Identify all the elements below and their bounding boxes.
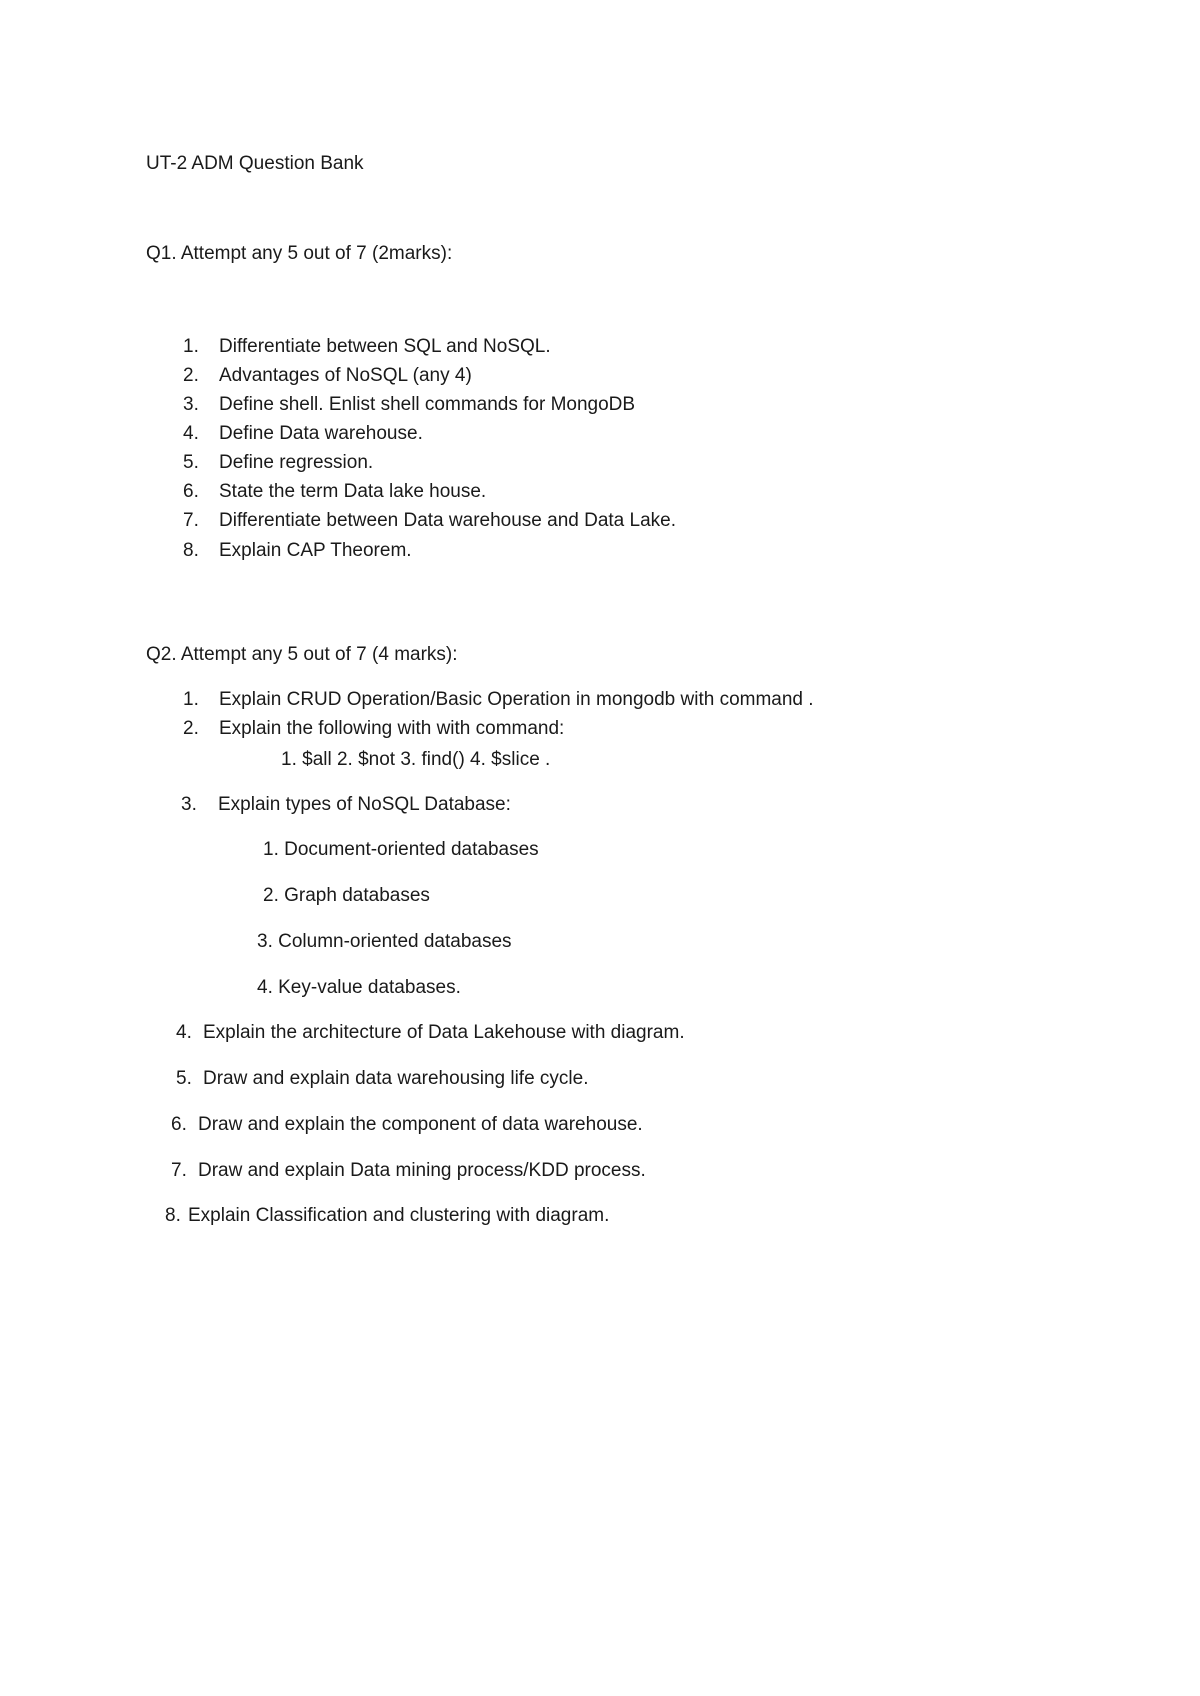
- list-item-text: Explain the architecture of Data Lakehouse with diagram.: [203, 1022, 685, 1043]
- list-item-number: 7.: [171, 1160, 187, 1181]
- q1-heading: Q1. Attempt any 5 out of 7 (2marks):: [146, 243, 453, 264]
- list-item-number: 6.: [183, 481, 199, 502]
- list-item-text: Differentiate between SQL and NoSQL.: [219, 336, 551, 357]
- list-item-text: Advantages of NoSQL (any 4): [219, 365, 472, 386]
- list-item-text: Explain the following with with command:: [219, 718, 565, 739]
- list-item-text: Define Data warehouse.: [219, 423, 423, 444]
- list-item-number: 8.: [165, 1205, 181, 1226]
- list-item-text: Draw and explain the component of data warehouse.: [198, 1114, 643, 1135]
- list-item: 4. Key-value databases.: [257, 977, 461, 998]
- list-item-number: 1.: [183, 336, 199, 357]
- list-item-number: 2.: [183, 365, 199, 386]
- list-item: 2. Graph databases: [263, 885, 430, 906]
- list-item-number: 3.: [181, 794, 197, 815]
- list-item-text: Explain types of NoSQL Database:: [218, 794, 511, 815]
- list-item-text: Define regression.: [219, 452, 374, 473]
- list-item: 3. Column-oriented databases: [257, 931, 512, 952]
- list-item-number: 5.: [183, 452, 199, 473]
- list-item-number: 4.: [183, 423, 199, 444]
- list-item-text: Explain CAP Theorem.: [219, 540, 412, 561]
- list-item-text: Draw and explain Data mining process/KDD process.: [198, 1160, 646, 1181]
- list-item-number: 2.: [183, 718, 199, 739]
- list-item-number: 6.: [171, 1114, 187, 1135]
- list-item-number: 3.: [183, 394, 199, 415]
- list-item-number: 1.: [183, 689, 199, 710]
- list-item-number: 4.: [176, 1022, 192, 1043]
- q2-heading: Q2. Attempt any 5 out of 7 (4 marks):: [146, 644, 458, 665]
- list-item-number: 5.: [176, 1068, 192, 1089]
- operator-subline: 1. $all 2. $not 3. find() 4. $slice .: [281, 749, 551, 770]
- list-item-number: 8.: [183, 540, 199, 561]
- list-item: 1. Document-oriented databases: [263, 839, 539, 860]
- list-item-text: Explain CRUD Operation/Basic Operation in mongodb with command .: [219, 689, 814, 710]
- list-item-text: State the term Data lake house.: [219, 481, 487, 502]
- document-title: UT-2 ADM Question Bank: [146, 153, 364, 174]
- list-item-text: Draw and explain data warehousing life cycle.: [203, 1068, 589, 1089]
- list-item-text: Explain Classification and clustering with diagram.: [188, 1205, 610, 1226]
- list-item-text: Define shell. Enlist shell commands for MongoDB: [219, 394, 636, 415]
- list-item-number: 7.: [183, 510, 199, 531]
- list-item-text: Differentiate between Data warehouse and Data Lake.: [219, 510, 677, 531]
